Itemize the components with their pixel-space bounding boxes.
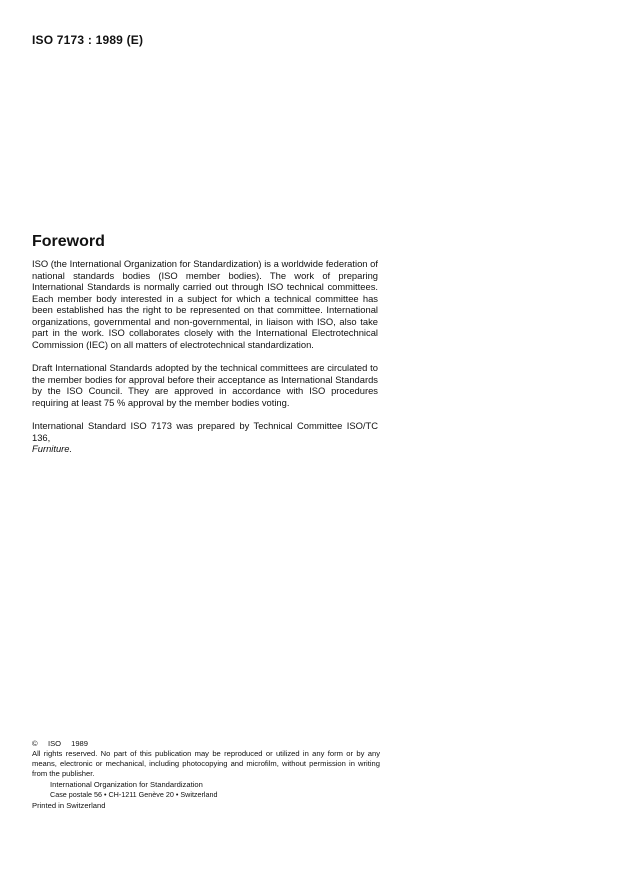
printed-location: Printed in Switzerland [32, 801, 106, 810]
foreword-title: Foreword [32, 233, 105, 250]
document-id: ISO 7173 : 1989 (E) [32, 33, 144, 47]
document-header [32, 33, 143, 47]
committee-name: Furniture. [32, 443, 73, 454]
publisher-name: International Organization for Standardization [50, 780, 203, 789]
copyright-year: 1989 [71, 739, 88, 748]
rights-notice: All rights reserved. No part of this publication may be reproduced or utilized in any form or by any means, electronic or mechanical, including photocopying and microfilm, without permission in writing from the publisher. [32, 749, 380, 778]
publisher-address: Case postale 56 • CH-1211 Genève 20 • Switzerland [50, 790, 218, 799]
foreword-paragraph-preparation [32, 420, 378, 455]
copyright-symbol: © [32, 739, 38, 748]
foreword-paragraph-draft-approval: Draft International Standards adopted by the technical committees are circulated to the member bodies for approval before their acceptance as International Standards by the ISO Council. They are approved in accordance with ISO procedures requiring at least 75 % approval by the member bodies voting. [32, 362, 378, 408]
foreword-section [32, 232, 378, 455]
copyright-organization: ISO [48, 739, 62, 748]
copyright-block [32, 739, 380, 811]
copyright-line [32, 739, 380, 749]
foreword-paragraph-iso-federation: ISO (the International Organization for Standardization) is a worldwide federation of national standards bodies (ISO member bodies). The work of preparing International Standards is normally carried out through ISO technical committees. Each member body interested in a subject for which a technical committee has been established has the right to be represented on that committee. International organizations, governmental and non-governmental, in liaison with ISO, also take part in the work. ISO collaborates closely with the International Electrotechnical Commission (IEC) on all matters of electrotechnical standardization. [32, 258, 378, 350]
preparation-text: International Standard ISO 7173 was prepared by Technical Committee ISO/TC 136, [32, 420, 378, 443]
